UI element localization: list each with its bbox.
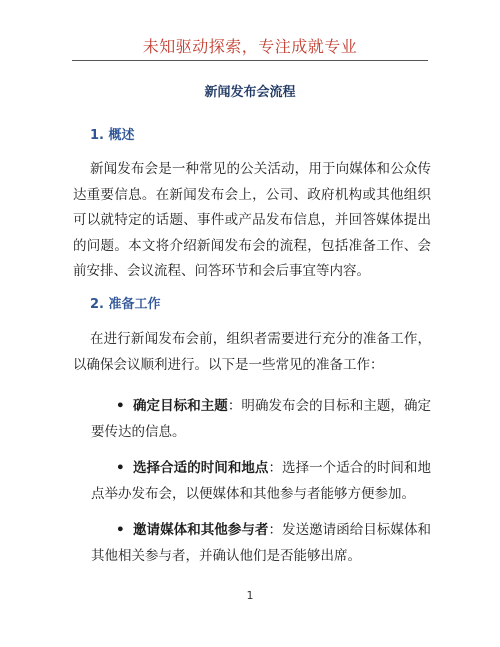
header-divider — [72, 60, 428, 61]
list-item — [91, 394, 431, 445]
bullet-term: 确定目标和主题 — [133, 398, 228, 414]
section-heading-overview: 1. 概述 — [90, 128, 135, 143]
bullet-text: ：发送邀请函给目标媒体和其他相关参与者，并确认他们是否能够出席。 — [91, 522, 432, 564]
list-item — [91, 456, 431, 507]
bullet-icon: • — [116, 522, 125, 538]
bullet-text: ：明确发布会的目标和主题，确定要传达的信息。 — [91, 398, 432, 440]
bullet-term: 邀请媒体和其他参与者 — [133, 522, 269, 538]
bullet-icon: • — [116, 460, 125, 476]
overview-paragraph: 新闻发布会是一种常见的公关活动，用于向媒体和公众传达重要信息。在新闻发布会上，公司、政府机构或其他组织可以就特定的话题、事件或产品发布信息，并回答媒体提出的问题。本文将介绍新闻发布会的流程，包括准备工作、会前安排、会议流程、问答环节和会后事宜等内容。 — [73, 161, 431, 279]
bullet-icon: • — [116, 398, 125, 414]
section-heading-preparation: 2. 准备工作 — [90, 297, 161, 312]
bullet-text: ：选择一个适合的时间和地点举办发布会，以便媒体和其他参与者能够方便参加。 — [91, 460, 432, 502]
document-title: 新闻发布会流程 — [204, 85, 296, 100]
preparation-paragraph: 在进行新闻发布会前，组织者需要进行充分的准备工作，以确保会议顺利进行。以下是一些常见的准备工作： — [73, 331, 431, 373]
header-slogan: 未知驱动探索，专注成就专业 — [142, 37, 358, 56]
list-item — [91, 518, 431, 569]
bullet-term: 选择合适的时间和地点 — [133, 460, 269, 476]
page-number: 1 — [246, 589, 254, 602]
